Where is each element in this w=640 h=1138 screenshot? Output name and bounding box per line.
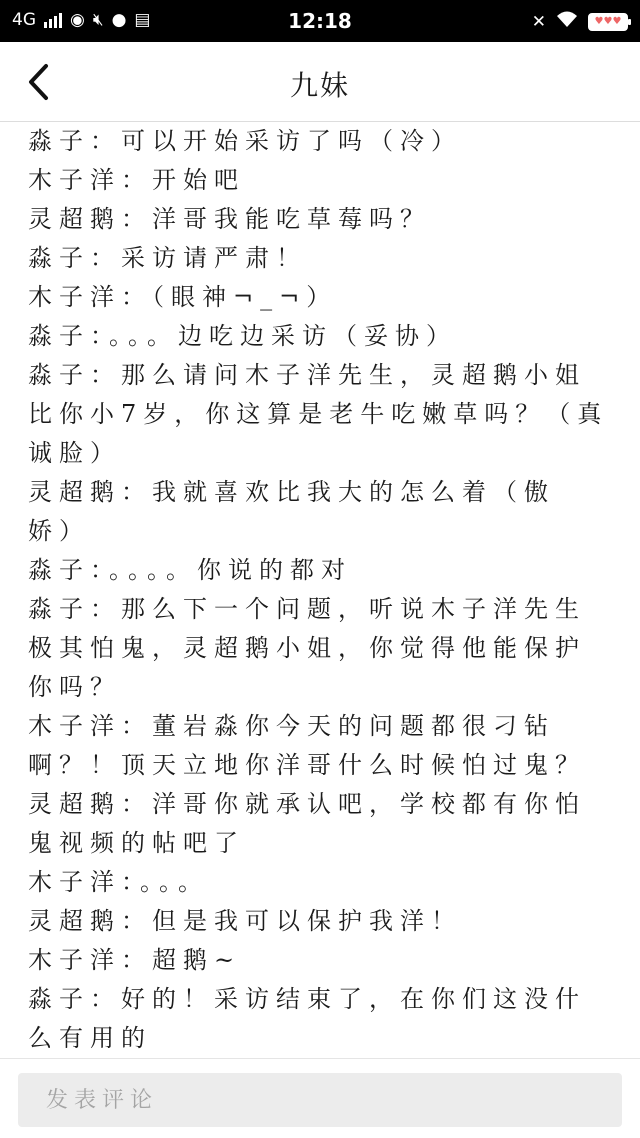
- article-line: 淼子：那么请问木子洋先生，灵超鹅小姐: [28, 361, 586, 389]
- article-line: 么有用的: [28, 1024, 152, 1052]
- storage-icon: ▤: [134, 10, 151, 30]
- status-time: 12:18: [288, 9, 352, 33]
- article-line: 灵超鹅：洋哥你就承认吧，学校都有你怕: [28, 790, 586, 818]
- article-line: 淼子：。。。。你说的都对: [28, 556, 352, 584]
- article-line: 淼子：采访请严肃！: [28, 244, 307, 272]
- article-line: 灵超鹅：洋哥我能吃草莓吗？: [28, 205, 431, 233]
- article-line: 淼子：那么下一个问题，听说木子洋先生: [28, 595, 586, 623]
- page-title: 九妹: [289, 69, 350, 102]
- article-line: 灵超鹅：我就喜欢比我大的怎么着（傲: [28, 478, 555, 506]
- comment-input[interactable]: [18, 1073, 622, 1127]
- article-line: 淼子：可以开始采访了吗（冷）: [28, 127, 462, 155]
- article-line: 木子洋：董岩淼你今天的问题都很刁钻: [28, 712, 555, 740]
- network-type: 4G: [12, 10, 36, 30]
- article-line: 娇）: [28, 517, 90, 545]
- article-line: 灵超鹅：但是我可以保护我洋！: [28, 907, 462, 935]
- comment-bar: [0, 1058, 640, 1138]
- article-line: 啊？！顶天立地你洋哥什么时候怕过鬼？: [28, 751, 586, 779]
- battery-icon: ♥♥♥: [588, 13, 628, 31]
- article-line: 诚脸）: [28, 439, 121, 467]
- mute-icon: 🔇︎: [92, 10, 104, 30]
- navigation-bar: [0, 42, 640, 122]
- message-icon: ●: [111, 10, 127, 30]
- article-line: 木子洋：。。。: [28, 868, 209, 896]
- article-line: 木子洋：超鹅~: [28, 946, 242, 974]
- article-line: 木子洋：（眼神¬_¬）: [28, 283, 338, 311]
- wifi-icon: [556, 10, 578, 33]
- globe-icon: ◉: [70, 10, 85, 30]
- article-line: 比你小7岁，你这算是老牛吃嫩草吗？（真: [28, 400, 609, 428]
- article-line: 你吗？: [28, 673, 121, 701]
- article-line: 鬼视频的帖吧了: [28, 829, 245, 857]
- article-line: 极其怕鬼，灵超鹅小姐，你觉得他能保护: [28, 634, 586, 662]
- article-line: 淼子：好的！采访结束了，在你们这没什: [28, 985, 586, 1013]
- vibrate-off-icon: ✕: [531, 11, 546, 32]
- article-line: 淼子：。。。边吃边采访（妥协）: [28, 322, 457, 350]
- status-bar: [0, 0, 640, 42]
- article-line: 木子洋：开始吧: [28, 166, 245, 194]
- status-right: [532, 10, 628, 33]
- article-content[interactable]: [0, 122, 640, 1058]
